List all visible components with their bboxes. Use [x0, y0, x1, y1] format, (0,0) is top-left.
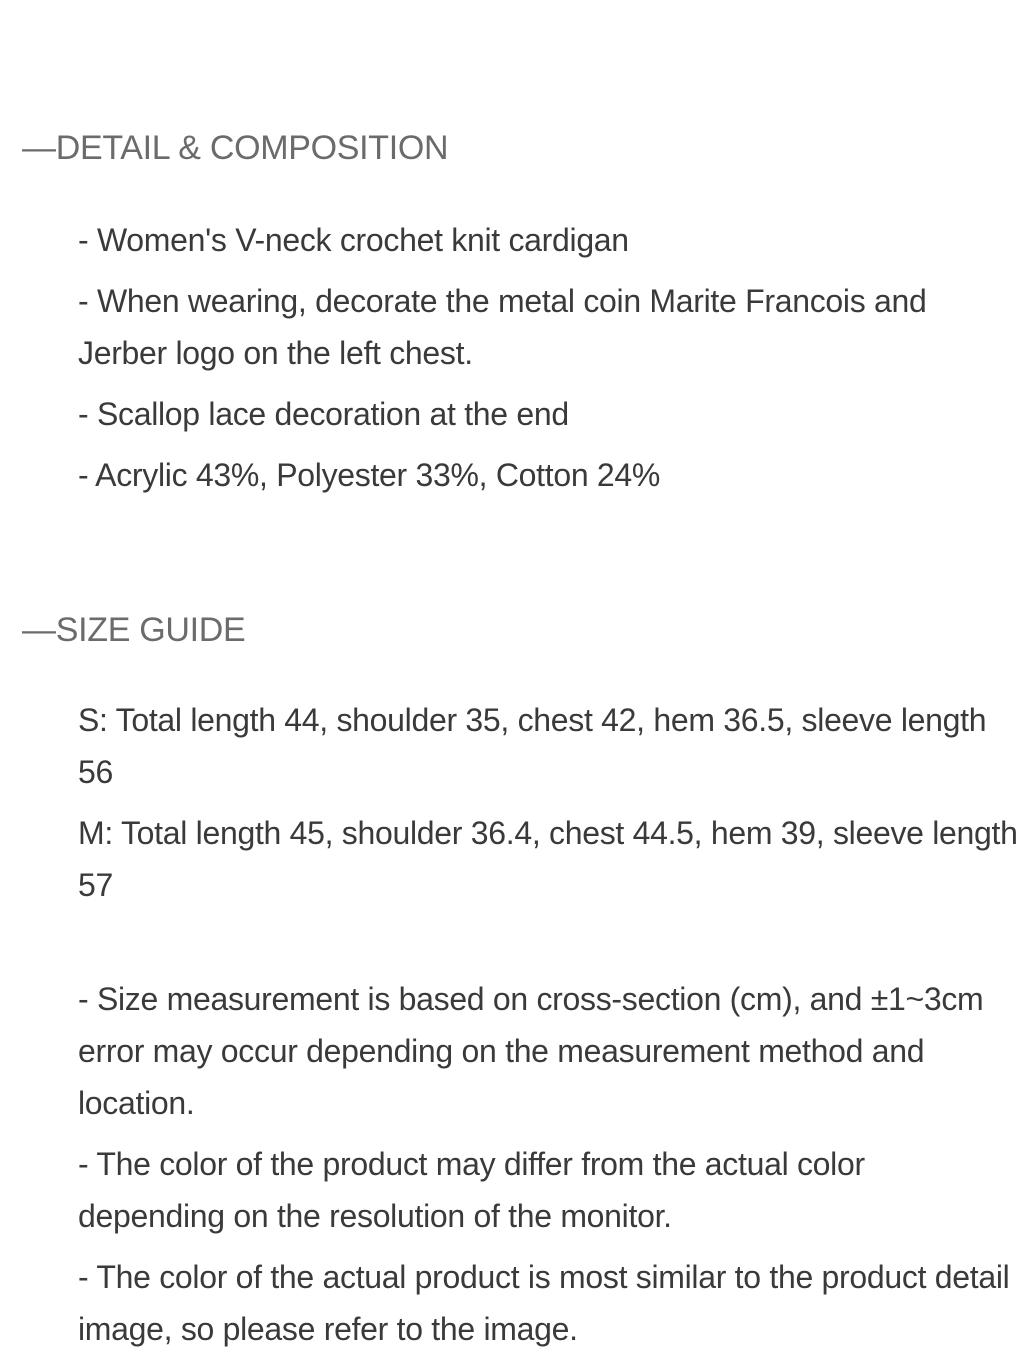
detail-list [78, 214, 1018, 501]
size-note: - Size measurement is based on cross-section (cm), and ±1~3cm error may occur depending on the measurement method and location. [78, 981, 984, 1121]
detail-item: - Women's V-neck crochet knit cardigan [78, 222, 629, 258]
detail-composition-heading: —DETAIL & COMPOSITION [22, 129, 449, 167]
size-guide-heading: —SIZE GUIDE [22, 611, 246, 649]
detail-item: - When wearing, decorate the metal coin Marite Francois and Jerber logo on the left chest. [78, 283, 927, 371]
size-item-m: M: Total length 45, shoulder 36.4, chest 44.5, hem 39, sleeve length 57 [78, 815, 1018, 903]
detail-item: - Acrylic 43%, Polyester 33%, Cotton 24% [78, 457, 661, 493]
size-notes-list [78, 973, 1018, 1355]
detail-item: - Scallop lace decoration at the end [78, 396, 569, 432]
size-list [78, 694, 1018, 911]
size-note: - The color of the product may differ from the actual color depending on the resolution of the monitor. [78, 1146, 865, 1234]
size-note: - The color of the actual product is most similar to the product detail image, so please refer to the image. [78, 1259, 1010, 1347]
size-item-s: S: Total length 44, shoulder 35, chest 42, hem 36.5, sleeve length 56 [78, 702, 987, 790]
